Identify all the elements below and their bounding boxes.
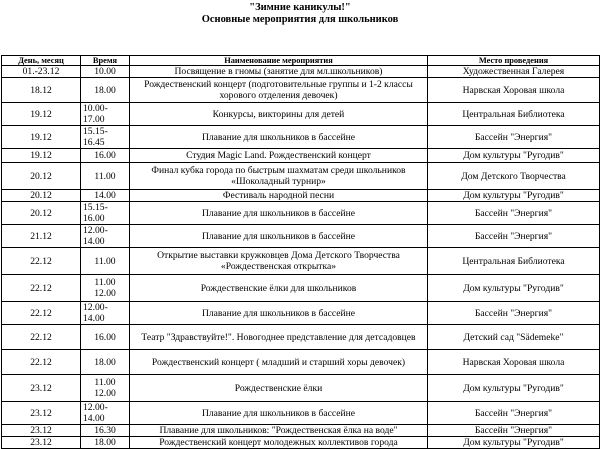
table-row [2,149,600,163]
cell-place: Бассейн "Энергия" [428,425,600,437]
cell-time: 10.00-17.00 [81,103,130,126]
table-row [2,248,600,275]
cell-date: 22.12 [2,302,81,325]
cell-place: Дом Детского Творчества [428,163,600,190]
table-row [2,325,600,350]
table-row [2,126,600,149]
cell-date: 21.12 [2,225,81,248]
cell-place: Детский сад "Sädemeke" [428,325,600,350]
cell-time: 12.00-14.00 [81,402,130,425]
cell-date: 19.12 [2,149,81,163]
cell-event-name: Рождественские ёлки [130,375,428,402]
cell-time: 16.30 [81,425,130,437]
cell-event-name: Конкурсы, викторины для детей [130,103,428,126]
cell-date: 23.12 [2,375,81,402]
cell-time: 16.00 [81,149,130,163]
table-row [2,66,600,78]
cell-event-name: Фестиваль народной песни [130,190,428,202]
cell-time: 18.00 [81,78,130,103]
title-line-1: "Зимние каникулы!" [249,2,351,13]
table-row [2,163,600,190]
cell-place: Бассейн "Энергия" [428,126,600,149]
cell-date: 22.12 [2,325,81,350]
cell-place: Дом культуры "Ругодив" [428,437,600,449]
schedule-table [1,55,600,449]
cell-event-name: Плавание для школьников в бассейне [130,202,428,225]
document-title [0,2,600,26]
cell-date: 20.12 [2,190,81,202]
cell-event-name: Плавание для школьников в бассейне [130,302,428,325]
cell-place: Бассейн "Энергия" [428,225,600,248]
cell-event-name: Плавание для школьников в бассейне [130,225,428,248]
cell-event-name: Рождественский концерт (подготовительные группы и 1-2 классы хорового отделения девочек) [130,78,428,103]
cell-time: 15.15-16.00 [81,202,130,225]
cell-place: Центральная Библиотека [428,248,600,275]
cell-event-name: Плавание для школьников в бассейне [130,402,428,425]
cell-place: Дом культуры "Ругодив" [428,275,600,302]
cell-time: 12.00-14.00 [81,225,130,248]
header-time: Время [81,56,130,66]
cell-place: Бассейн "Энергия" [428,402,600,425]
table-row [2,103,600,126]
cell-event-name: Финал кубка города по быстрым шахматам среди школьников «Шоколадный турнир» [130,163,428,190]
cell-time: 18.00 [81,350,130,375]
cell-time: 18.00 [81,437,130,449]
cell-time: 15.15-16.45 [81,126,130,149]
header-name: Наименование мероприятия [130,56,428,66]
cell-date: 22.12 [2,350,81,375]
table-row [2,402,600,425]
cell-time: 11.00 [81,248,130,275]
table-row [2,202,600,225]
cell-place: Дом культуры "Ругодив" [428,149,600,163]
table-row [2,275,600,302]
cell-date: 19.12 [2,103,81,126]
table-header-row [2,56,600,66]
cell-time: 10.00 [81,66,130,78]
cell-event-name: Студия Magic Land. Рождественский концерт [130,149,428,163]
cell-time: 12.00-14.00 [81,302,130,325]
table-row [2,425,600,437]
cell-event-name: Открытие выставки кружковцев Дома Детского Творчества «Рождественская открытка» [130,248,428,275]
cell-date: 23.12 [2,425,81,437]
cell-date: 20.12 [2,163,81,190]
cell-time: 11.00 12.00 [81,275,130,302]
cell-place: Центральная Библиотека [428,103,600,126]
table-row [2,190,600,202]
cell-place: Нарвская Хоровая школа [428,78,600,103]
table-body [2,66,600,449]
cell-event-name: Плавание для школьников в бассейне [130,126,428,149]
cell-date: 19.12 [2,126,81,149]
table-row [2,375,600,402]
cell-time: 11.00 12.00 [81,375,130,402]
cell-event-name: Театр "Здравствуйте!". Новогоднее представление для детсадовцев [130,325,428,350]
cell-time: 16.00 [81,325,130,350]
cell-event-name: Рождественский концерт молодежных коллективов города [130,437,428,449]
cell-date: 22.12 [2,248,81,275]
cell-time: 11.00 [81,163,130,190]
cell-time: 14.00 [81,190,130,202]
cell-event-name: Посвящение в гномы (занятие для мл.школьников) [130,66,428,78]
table-row [2,78,600,103]
cell-date: 23.12 [2,437,81,449]
header-date: День, месяц [2,56,81,66]
cell-date: 23.12 [2,402,81,425]
title-line-2: Основные мероприятия для школьников [201,14,399,25]
cell-event-name: Плавание для школьников: "Рождественская ёлка на воде" [130,425,428,437]
header-place: Место проведения [428,56,600,66]
cell-place: Дом культуры "Ругодив" [428,375,600,402]
cell-date: 22.12 [2,275,81,302]
cell-event-name: Рождественские ёлки для школьников [130,275,428,302]
cell-date: 18.12 [2,78,81,103]
cell-date: 01.-23.12 [2,66,81,78]
cell-date: 20.12 [2,202,81,225]
cell-place: Художественная Галерея [428,66,600,78]
table-row [2,225,600,248]
cell-place: Дом культуры "Ругодив" [428,190,600,202]
table-row [2,350,600,375]
cell-place: Бассейн "Энергия" [428,302,600,325]
cell-place: Нарвская Хоровая школа [428,350,600,375]
cell-place: Бассейн "Энергия" [428,202,600,225]
cell-event-name: Рождественский концерт ( младший и старший хоры девочек) [130,350,428,375]
table-row [2,302,600,325]
